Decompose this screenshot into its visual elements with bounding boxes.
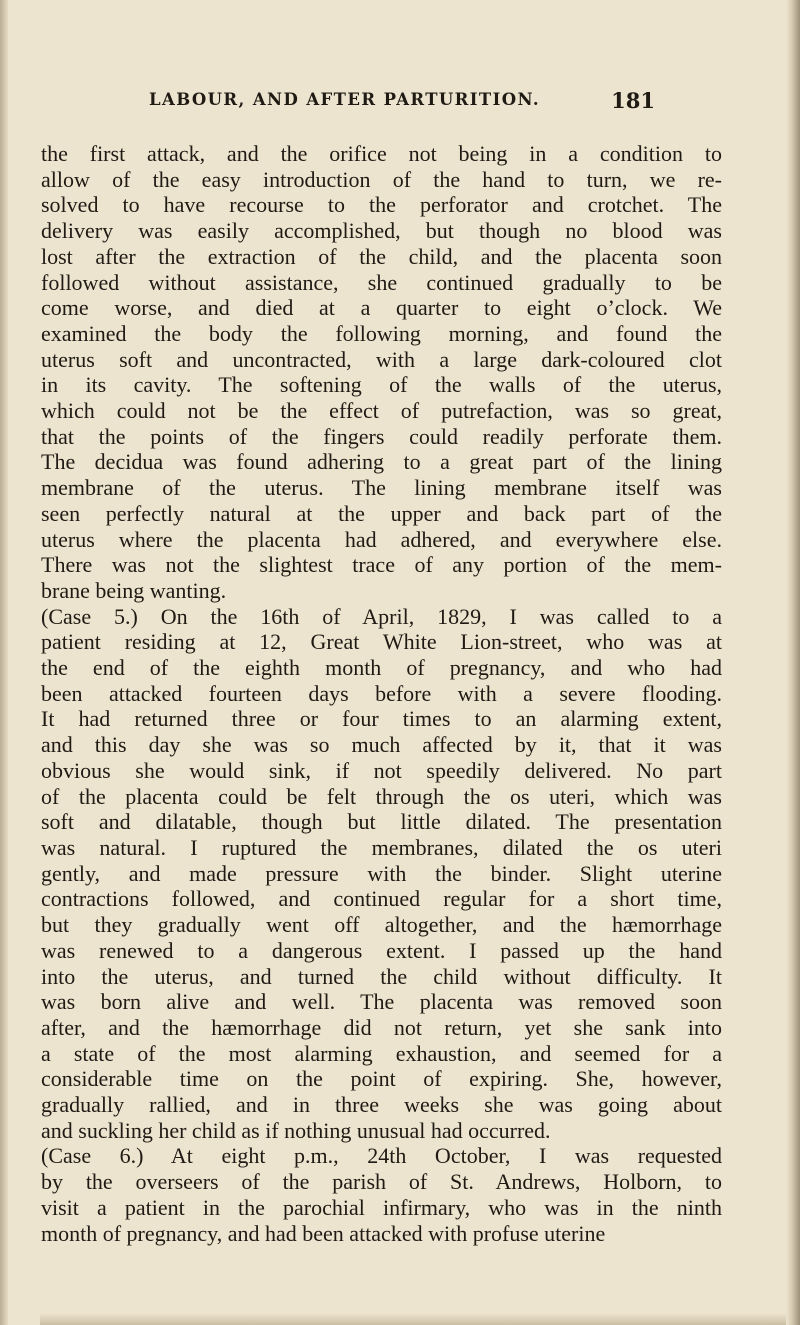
text-line: gradually rallied, and in three weeks she was going about: [41, 1092, 722, 1118]
text-line: was renewed to a dangerous extent. I passed up the hand: [41, 937, 722, 963]
text-line: was natural. I ruptured the membranes, dilated the os uteri: [41, 834, 722, 860]
text-line: brane being wanting.: [41, 577, 227, 603]
text-line: examined the body the following morning, and found the: [41, 320, 722, 346]
text-line: the first attack, and the orifice not being in a condition to: [41, 141, 722, 166]
text-line: but they gradually went off altogether, and the hæmorrhage: [41, 912, 722, 938]
text-line: (Case 5.) On the 16th of April, 1829, I was called to a: [41, 603, 722, 629]
text-line: uterus where the placenta had adhered, and everywhere else.: [41, 526, 722, 552]
text-line: delivery was easily accomplished, but though no blood was: [41, 218, 722, 244]
text-line: followed without assistance, she continued gradually to be: [41, 269, 722, 295]
text-line: seen perfectly natural at the upper and back part of the: [41, 500, 722, 526]
page-edge-left: [0, 0, 8, 1325]
text-line: The decidua was found adhering to a great part of the lining: [41, 449, 722, 475]
text-line: into the uterus, and turned the child without difficulty. It: [41, 963, 722, 989]
text-line: lost after the extraction of the child, and the placenta soon: [41, 243, 722, 269]
text-line: obvious she would sink, if not speedily delivered. No part: [41, 757, 722, 783]
text-line: was born alive and well. The placenta was removed soon: [41, 989, 722, 1015]
text-line: soft and dilatable, though but little dilated. The presentation: [41, 809, 722, 835]
text-line: by the overseers of the parish of St. Andrews, Holborn, to: [41, 1169, 722, 1195]
text-line: of the placenta could be felt through the os uteri, which was: [41, 783, 722, 809]
text-line: solved to have recourse to the perforator and crotchet. The: [41, 192, 722, 218]
page-edge-right: [786, 0, 800, 1325]
text-line: allow of the easy introduction of the hand to turn, we re-: [41, 166, 722, 192]
page-number: 181: [611, 88, 655, 113]
text-line: uterus soft and uncontracted, with a large dark-coloured clot: [41, 346, 722, 372]
text-line: visit a patient in the parochial infirmary, who was in the ninth: [41, 1194, 722, 1220]
text-line: membrane of the uterus. The lining membrane itself was: [41, 475, 722, 501]
text-line: gently, and made pressure with the binder. Slight uterine: [41, 860, 722, 886]
text-line: that the points of the fingers could readily perforate them.: [41, 423, 722, 449]
text-line: contractions followed, and continued regular for a short time,: [41, 886, 722, 912]
text-line: come worse, and died at a quarter to eight o’clock. We: [41, 295, 722, 321]
body-text: [41, 141, 722, 1246]
page-header: [149, 90, 655, 116]
text-line: considerable time on the point of expiring. She, however,: [41, 1066, 722, 1092]
running-title: LABOUR, AND AFTER PARTURITION.: [149, 90, 541, 109]
page-edge-bottom: [40, 1313, 786, 1325]
text-line: There was not the slightest trace of any portion of the mem-: [41, 552, 722, 578]
text-line: patient residing at 12, Great White Lion-street, who was at: [41, 629, 722, 655]
text-line: and this day she was so much affected by it, that it was: [41, 732, 722, 758]
text-line: month of pregnancy, and had been attacked with profuse uterine: [41, 1220, 606, 1246]
text-line: been attacked fourteen days before with a severe flooding.: [41, 680, 722, 706]
text-line: and suckling her child as if nothing unusual had occurred.: [41, 1117, 551, 1143]
text-line: which could not be the effect of putrefaction, was so great,: [41, 398, 722, 424]
text-line: after, and the hæmorrhage did not return, yet she sank into: [41, 1014, 722, 1040]
text-line: in its cavity. The softening of the walls of the uterus,: [41, 372, 722, 398]
text-line: a state of the most alarming exhaustion, and seemed for a: [41, 1040, 722, 1066]
text-line: the end of the eighth month of pregnancy, and who had: [41, 655, 722, 681]
text-line: It had returned three or four times to an alarming extent,: [41, 706, 722, 732]
text-line: (Case 6.) At eight p.m., 24th October, I was requested: [41, 1143, 722, 1169]
